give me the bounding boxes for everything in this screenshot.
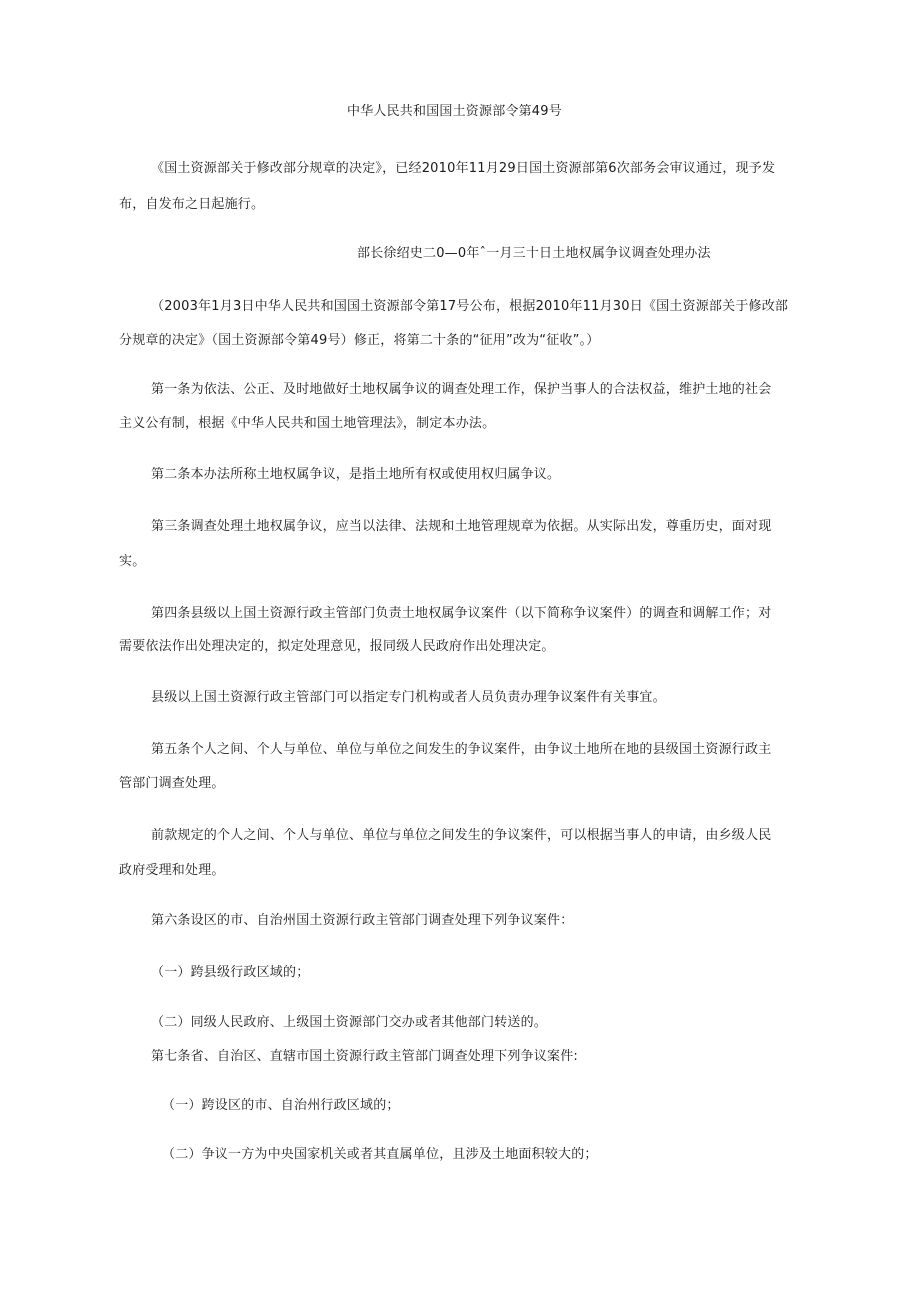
article-5-p2-line-2: 政府受理和处理。	[119, 863, 225, 878]
article-2: 第二条本办法所称土地权属争议，是指土地所有权或使用权归属争议。	[151, 467, 561, 482]
article-3-line-1: 第三条调查处理土地权属争议，应当以法律、法规和土地管理规章为依据。从实际出发，尊重历史，面对现	[151, 519, 772, 534]
article-6-item-1: （一）跨县级行政区域的；	[151, 965, 310, 980]
article-3-line-2: 实。	[119, 554, 146, 569]
article-1-line-2: 主义公有制，根据《中华人民共和国土地管理法》，制定本办法。	[119, 416, 496, 431]
article-6: 第六条设区的市、自治州国土资源行政主管部门调查处理下列争议案件：	[151, 913, 574, 928]
article-6-item-2: （二）同级人民政府、上级国土资源部门交办或者其他部门转送的。	[151, 1015, 548, 1030]
article-4-line-2: 需要依法作出处理决定的，拟定处理意见，报同级人民政府作出处理决定。	[119, 639, 555, 654]
article-4-line-1: 第四条县级以上国土资源行政主管部门负责土地权属争议案件（以下简称争议案件）的调查和调解工作；对	[151, 606, 772, 621]
article-5-line-1: 第五条个人之间、个人与单位、单位与单位之间发生的争议案件，由争议土地所在地的县级国土资源行政主	[151, 742, 772, 757]
intro-line-2: 布，自发布之日起施行。	[119, 197, 265, 212]
article-5-line-2: 管部门调查处理。	[119, 776, 225, 791]
article-1-line-1: 第一条为依法、公正、及时地做好土地权属争议的调查处理工作，保护当事人的合法权益，维护土地的社会	[151, 382, 772, 397]
document-title: 中华人民共和国国土资源部令第49号	[347, 104, 562, 119]
article-7-item-2: （二）争议一方为中央国家机关或者其直属单位，且涉及土地面积较大的；	[162, 1147, 598, 1162]
article-5-p2-line-1: 前款规定的个人之间、个人与单位、单位与单位之间发生的争议案件，可以根据当事人的申请，由乡级人民	[151, 828, 772, 843]
article-7-item-1: （一）跨设区的市、自治州行政区域的；	[162, 1098, 400, 1113]
note-line-1: （2003年1月3日中华人民共和国国土资源部令第17号公布，根据2010年11月30日《国土资源部关于修改部	[151, 299, 789, 314]
signature-line: 部长徐绍史二0—0年ˆ一月三十日土地权属争议调查处理办法	[357, 246, 711, 261]
article-7: 第七条省、自治区、直辖市国土资源行政主管部门调查处理下列争议案件:	[151, 1049, 578, 1064]
article-4-paragraph-2: 县级以上国土资源行政主管部门可以指定专门机构或者人员负责办理争议案件有关事宜。	[151, 690, 666, 705]
note-line-2: 分规章的决定》（国土资源部令第49号）修正，将第二十条的“征用”改为“征收”。）	[119, 333, 600, 348]
intro-line-1: 《国土资源部关于修改部分规章的决定》，已经2010年11月29日国土资源部第6次部务会审议通过，现予发	[151, 161, 776, 176]
